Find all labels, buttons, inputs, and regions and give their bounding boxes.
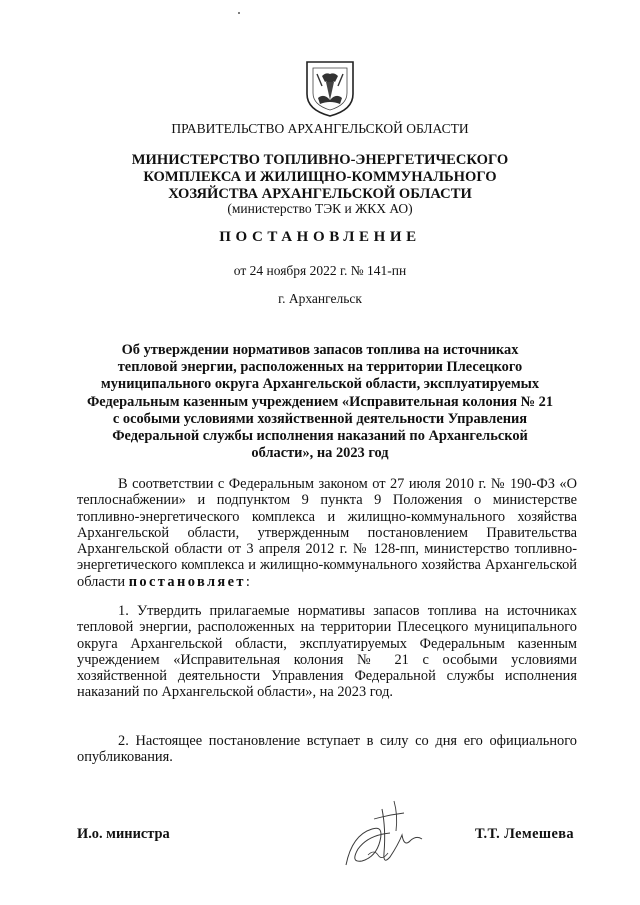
preamble-text: В соответствии с Федеральным законом от 27 июля 2010 г. № 190-ФЗ «О теплоснабжении» и подпунктом 9 пункта 9 Положения о министерстве топливно-энергетического комплекса и жилищно-коммунального хозяйства Архангельской области, утвержденным постановлением Правительства Архангельской области от 3 апреля 2012 г. № 128-пп, министерство топливно-энергетического комплекса и жилищно-коммунального хозяйства Архангельской области: [77, 476, 577, 590]
government-name: ПРАВИТЕЛЬСТВО АРХАНГЕЛЬСКОЙ ОБЛАСТИ: [171, 121, 469, 136]
subject-line: области», на 2023 год: [251, 445, 389, 462]
decree-item-1: [77, 603, 577, 701]
ministry-line: МИНИСТЕРСТВО ТОПЛИВНО-ЭНЕРГЕТИЧЕСКОГО: [131, 152, 509, 168]
signer-position: И.о. министра: [77, 826, 170, 842]
subject-line: муниципального округа Архангельской области, эксплуатируемых: [100, 376, 540, 393]
document-subject: [0, 342, 640, 462]
ministry-name: [0, 152, 640, 203]
scan-speck: [238, 12, 240, 14]
decree-word: постановляет: [128, 573, 246, 590]
preamble-paragraph: [77, 476, 577, 590]
document-date-number: от 24 ноября 2022 г. № 141-пн: [233, 263, 407, 278]
subject-line: тепловой энергии, расположенных на территории Плесецкого: [117, 359, 523, 376]
item-2-text: 2. Настоящее постановление вступает в силу со дня его официального опубликования.: [77, 733, 577, 766]
subject-line: Федеральной службы исполнения наказаний по Архангельской: [112, 428, 528, 445]
ministry-line: КОМПЛЕКСА И ЖИЛИЩНО-КОММУНАЛЬНОГО: [143, 169, 497, 185]
decree-item-2: [77, 733, 577, 766]
handwritten-signature: [338, 795, 428, 873]
subject-line: Федеральным казенным учреждением «Исправительная колония № 21: [86, 393, 554, 410]
ministry-line: ХОЗЯЙСТВА АРХАНГЕЛЬСКОЙ ОБЛАСТИ: [168, 186, 472, 202]
item-1-text: 1. Утвердить прилагаемые нормативы запасов топлива на источниках тепловой энергии, расположенных на территории Плесецкого муниципального округа Архангельской области, эксплуатируемых Федеральным казенным учреждением «Исправительная колония № 21 с особыми условиями хозяйственной деятельности Управления Федеральной службы исполнения наказаний по Архангельской области», на 2023 год.: [77, 603, 577, 701]
document-type-title: ПОСТАНОВЛЕНИЕ: [219, 229, 421, 245]
subject-line: с особыми условиями хозяйственной деятельности Управления: [112, 410, 528, 427]
ministry-abbreviation: (министерство ТЭК и ЖКХ АО): [227, 201, 413, 216]
coat-of-arms-icon: [304, 60, 356, 118]
preamble-colon: :: [245, 573, 250, 590]
subject-line: Об утверждении нормативов запасов топлива на источниках: [121, 342, 519, 358]
signer-name: Т.Т. Лемешева: [474, 826, 574, 842]
document-city: г. Архангельск: [278, 291, 362, 306]
